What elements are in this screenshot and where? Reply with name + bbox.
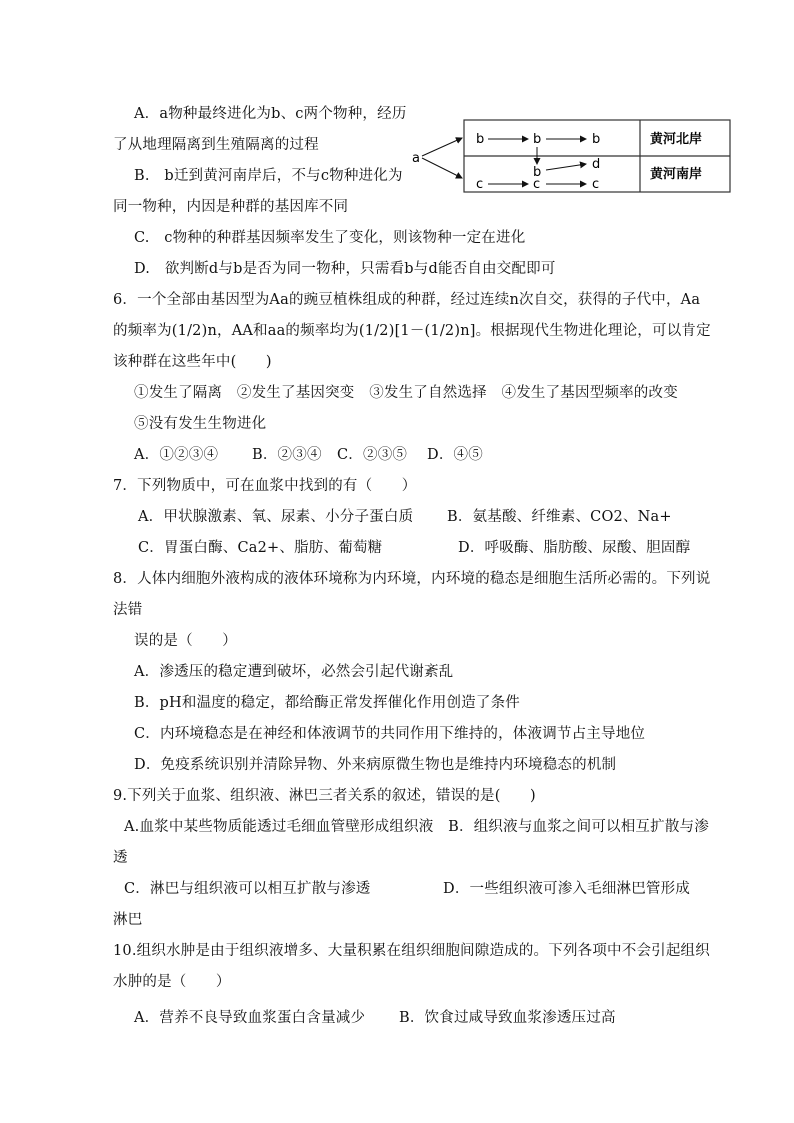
arrow-a-to-north [422, 138, 462, 156]
q8-option-c: C．内环境稳态是在神经和体液调节的共同作用下维持的，体液调节占主导地位 [134, 726, 646, 742]
q6-stem-line2: 的频率为(1/2)n，AA和aa的频率均为(1/2)[1－(1/2)n]。根据现代生物进化理论，可以肯定 [113, 323, 711, 339]
q6-option-a: A．①②③④ [134, 447, 219, 463]
q7-option-c: C．胃蛋白酶、Ca2+、脂肪、葡萄糖 [138, 540, 383, 556]
north-bank-label: 黄河北岸 [650, 132, 703, 147]
q6-option-b: B．②③④ [252, 447, 322, 463]
q7-option-b: B．氨基酸、纤维素、CO2、Na+ [447, 509, 672, 525]
q5-option-a-line2: 了从地理隔离到生殖隔离的过程 [113, 137, 319, 153]
south-node-1: c [476, 177, 484, 192]
north-node-2: b [533, 132, 542, 147]
q9-option-d: D．一些组织液可渗入毛细淋巴管形成 [443, 881, 691, 897]
q6-option-c: C．②③⑤ [337, 447, 408, 463]
mid-node-b: b [533, 165, 542, 180]
q10-option-a: A．营养不良导致血浆蛋白含量减少 [134, 1010, 366, 1026]
q6-items-line2: ⑤没有发生生物进化 [134, 416, 267, 432]
q8-option-d: D．免疫系统识别并清除异物、外来病原微生物也是维持内环境稳态的机制 [134, 757, 617, 773]
q10-option-b: B．饮食过咸导致血浆渗透压过高 [399, 1010, 616, 1026]
origin-node: a [412, 151, 420, 166]
q9-option-ab: A.血浆中某些物质能透过毛细血管壁形成组织液 B．组织液与血浆之间可以相互扩散与渗 [124, 819, 709, 835]
mid-arrow [546, 164, 586, 170]
arrow-a-to-south [422, 158, 462, 178]
south-bank-label: 黄河南岸 [650, 167, 703, 182]
q8-option-b: B．pH和温度的稳定，都给酶正常发挥催化作用创造了条件 [134, 695, 520, 711]
q6-stem-line1: 6．一个全部由基因型为Aa的豌豆植株组成的种群，经过连续n次自交，获得的子代中，Aa [113, 292, 701, 308]
q9-option-c: C．淋巴与组织液可以相互扩散与渗透 [124, 881, 371, 897]
q9-stem: 9.下列关于血浆、组织液、淋巴三者关系的叙述，错误的是( ) [113, 788, 536, 804]
q9-option-ab-cont: 透 [113, 850, 128, 866]
q5-option-a-line1: A．a物种最终进化为b、c两个物种，经历 [134, 106, 407, 122]
north-node-3: b [592, 132, 601, 147]
q6-stem-line3: 该种群在这些年中( ) [113, 354, 272, 370]
q8-stem-line3: 误的是（ ） [134, 633, 237, 649]
north-node-1: b [476, 132, 485, 147]
q5-option-d: D. 欲判断d与b是否为同一物种，只需看b与d能否自由交配即可 [134, 261, 556, 277]
q8-stem-line2: 法错 [113, 602, 143, 618]
south-node-3: c [592, 177, 600, 192]
q5-option-b-line2: 同一物种，内因是种群的基因库不同 [113, 199, 349, 215]
speciation-diagram-svg [400, 112, 732, 200]
q10-stem-line2: 水肿的是（ ） [113, 974, 231, 990]
q8-stem-line1: 8．人体内细胞外液构成的液体环境称为内环境，内环境的稳态是细胞生活所必需的。下列说 [113, 571, 711, 587]
q7-option-a: A．甲状腺激素、氧、尿素、小分子蛋白质 [138, 509, 414, 525]
speciation-diagram [400, 112, 732, 200]
south-node-2: c [533, 177, 541, 192]
mid-node-d: d [592, 157, 601, 172]
q7-option-d: D．呼吸酶、脂肪酸、尿酸、胆固醇 [458, 540, 691, 556]
q5-option-b-line1: B. b迁到黄河南岸后，不与c物种进化为 [134, 168, 403, 184]
q10-stem-line1: 10.组织水肿是由于组织液增多、大量积累在组织细胞间隙造成的。下列各项中不会引起组织 [113, 943, 710, 959]
q9-option-d-cont: 淋巴 [113, 912, 143, 928]
q5-option-c: C. c物种的种群基因频率发生了变化，则该物种一定在进化 [134, 230, 526, 246]
q6-items-line1: ①发生了隔离 ②发生了基因突变 ③发生了自然选择 ④发生了基因型频率的改变 [134, 385, 678, 401]
q6-option-d: D．④⑤ [427, 447, 483, 463]
q7-stem: 7．下列物质中，可在血浆中找到的有（ ） [113, 478, 417, 494]
q8-option-a: A．渗透压的稳定遭到破坏，必然会引起代谢紊乱 [134, 664, 454, 680]
